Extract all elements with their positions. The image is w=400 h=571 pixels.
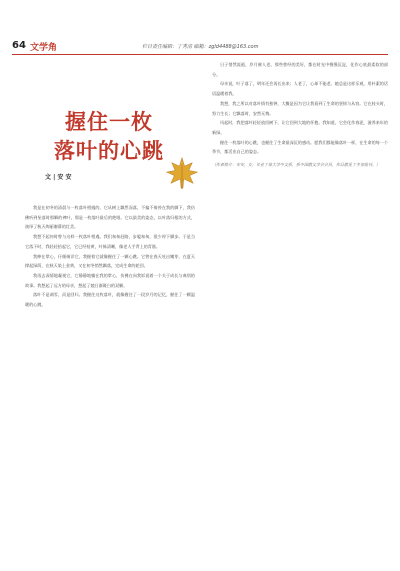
maple-leaf-icon [165, 156, 199, 190]
left-column [15, 60, 203, 560]
paragraph: 我捧在掌心，仔细端详它，我握着它就像握住了一颗心跳。它曾在春天吐出嫩芽，在夏天撑起绿荫，在秋天染上金黄，又在初冬悄然飘落，完成生命的轮回。 [25, 253, 195, 269]
paragraph: 母亲说，叶子落了，明年还会再长出来；人老了，心却不能老。她总是这样乐观，用朴素的话语温暖着我。 [212, 81, 388, 97]
article-title-line2: 落叶的心跳 [54, 138, 164, 163]
header-rule [12, 54, 388, 55]
article-title-line1: 握住一枚 [65, 109, 153, 134]
paragraph: 我是在初冬的清晨与一枚落叶相遇的。它从树上飘然而落，不偏不倚停在我的脚下，我仿佛听到坠落时那瞬的裨叶，那是一枚落叶最后的绝唱。它以最美的姿态，以叶落归根的方式，演绎了秋天绚丽谢幕的壮美。 [25, 205, 195, 230]
paragraph: 握住一枚落叶的心跳，也握住了生命最深沉的感动。愿我们都能像落叶一样，在生命的每一个季节，都活出自己的姿态。 [212, 139, 388, 155]
page-header [0, 0, 400, 53]
page-number: 64 [12, 40, 26, 51]
paragraph: 我想不起何时曾与这样一枚落叶相遇。我们匆匆赶路，步履匆匆，很少停下脚步。于是当它落下时，我轻轻拾起它，它已经枯黄，叶脉清晰，像老人手背上的青筋。 [25, 234, 195, 249]
author-note: （作者简介：安安，女，毕业于某大学中文系，系中国散文学会会员，作品散见于多家报刊。） [212, 162, 380, 168]
paragraph: 日子悄然流逝，岁月催人老。那些曾经的美好，都在时光中慢慢沉淀，化作心底最柔软的部分。 [212, 62, 388, 77]
paragraph: 我想，我之所以对落叶情有独钟，大概是因为它让我看到了生命的坚韧与从容。它在枝头时，努力生长；它飘落时，安然无悔。 [212, 100, 388, 116]
left-body [25, 203, 195, 310]
paragraph: 我再去深情地凝视它，它静静地躺在我的掌心，仿佛在向我诉说着一个关于成长与离别的故事。我想起了远方的母亲，想起了她日渐斑白的双鬓。 [25, 272, 195, 288]
article-author: 文 | 安 安 [45, 174, 72, 181]
right-column [212, 60, 388, 174]
paragraph: 落叶不是凋零，而是回归。我握住这枚落叶，就像握住了一段岁月的记忆，握住了一颗温暖的心跳。 [25, 292, 195, 308]
section-title: 文学角 [30, 43, 58, 53]
paragraph: 风起时，我把落叶轻轻放回树下，让它回到大地的怀抱。我知道，它会化作春泥，滋养来年的新绿。 [212, 120, 388, 135]
editor-info: 栏目责任编辑：丁秀清 邮箱：zgld4488@163.com [142, 44, 259, 50]
